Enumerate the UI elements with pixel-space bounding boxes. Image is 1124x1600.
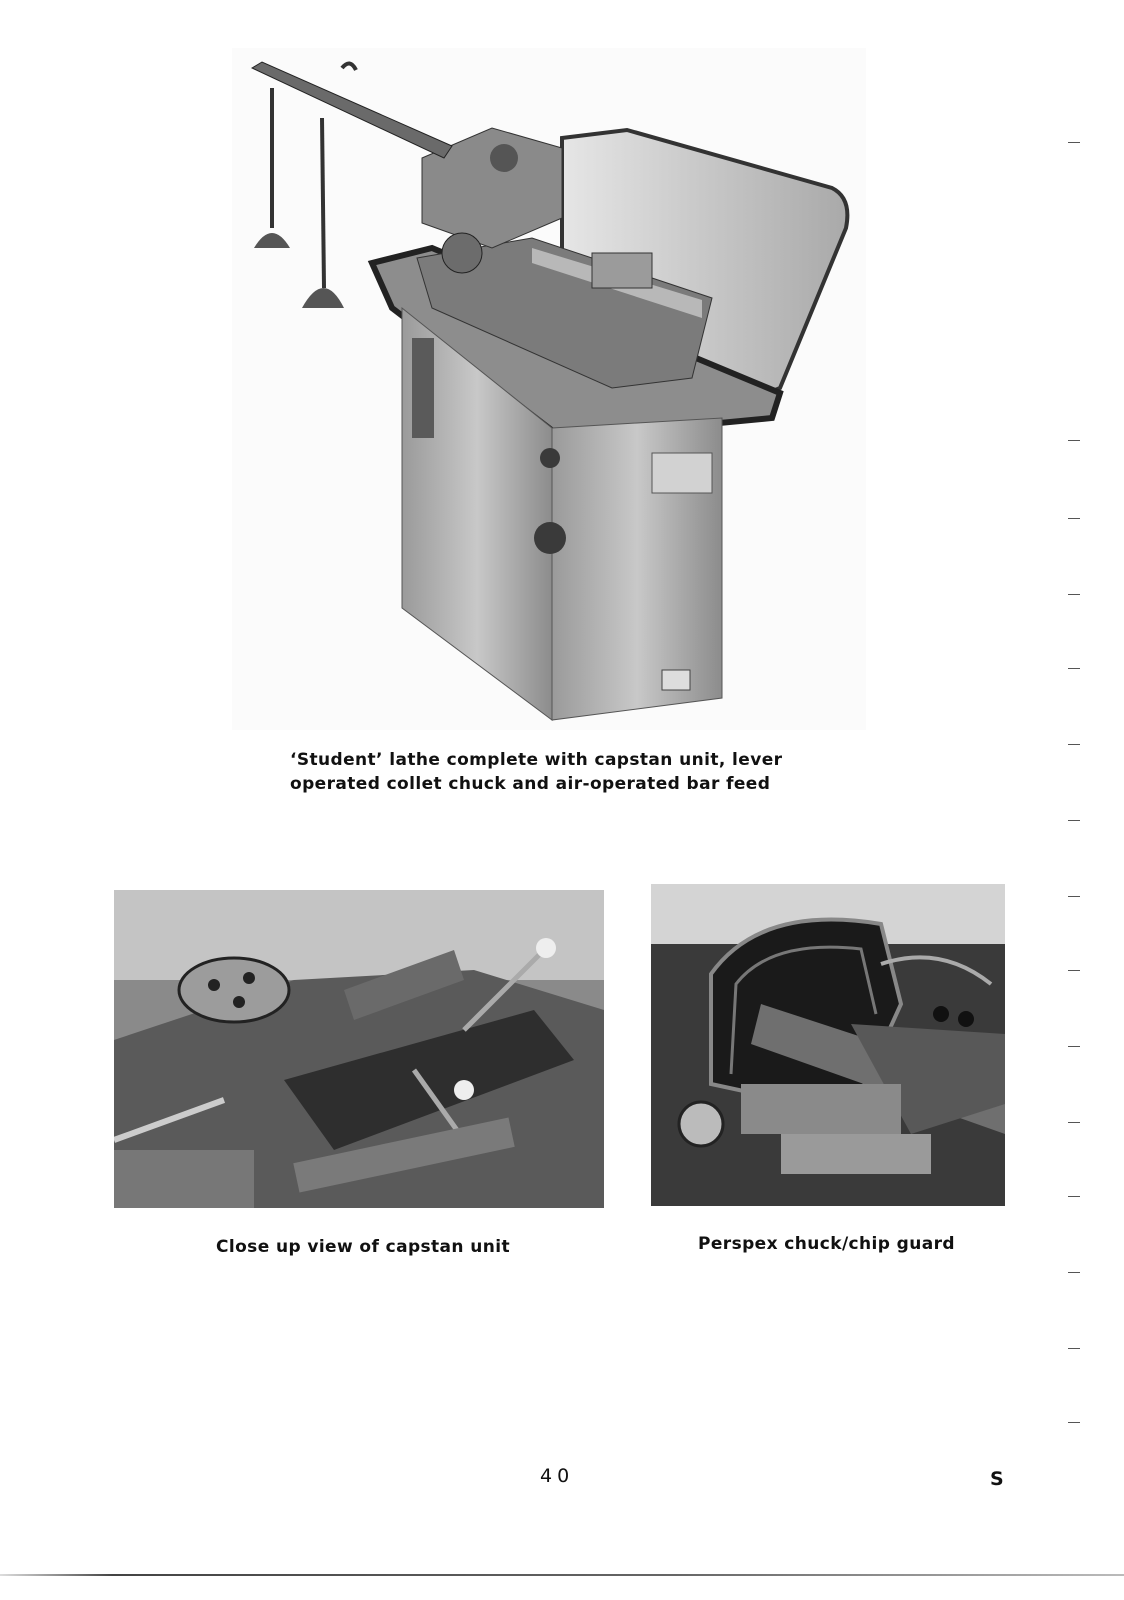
margin-tick	[1068, 440, 1080, 441]
margin-tick	[1068, 970, 1080, 971]
page-number: 40	[540, 1465, 575, 1487]
margin-tick	[1068, 820, 1080, 821]
margin-tick	[1068, 594, 1080, 595]
margin-tick	[1068, 1122, 1080, 1123]
margin-tick	[1068, 1422, 1080, 1423]
capstan-caption: Close up view of capstan unit	[216, 1237, 511, 1257]
margin-tick	[1068, 1348, 1080, 1349]
main-caption-line-2: operated collet chuck and air-operated bar feed	[290, 774, 771, 794]
margin-tick	[1068, 744, 1080, 745]
margin-tick	[1068, 1272, 1080, 1273]
margin-tick	[1068, 1046, 1080, 1047]
main-caption	[290, 748, 830, 796]
main-caption-line-1: ‘Student’ lathe complete with capstan unit, lever	[290, 750, 783, 770]
margin-tick	[1068, 668, 1080, 669]
guard-caption: Perspex chuck/chip guard	[698, 1234, 955, 1254]
margin-tick	[1068, 518, 1080, 519]
chuck-guard-photo	[651, 884, 1005, 1206]
bottom-rule	[0, 1574, 1124, 1576]
lathe-photo	[232, 48, 866, 730]
capstan-unit-photo	[114, 890, 604, 1208]
page-mark: S	[990, 1468, 1004, 1490]
margin-tick	[1068, 1196, 1080, 1197]
margin-tick	[1068, 142, 1080, 143]
margin-tick	[1068, 896, 1080, 897]
